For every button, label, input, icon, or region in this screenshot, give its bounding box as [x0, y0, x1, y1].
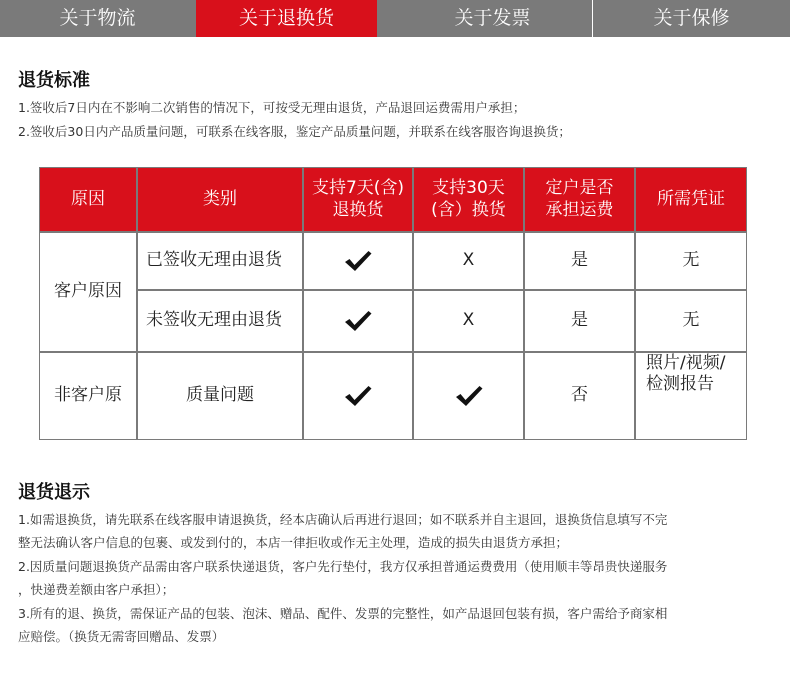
row-category: 质量问题 — [138, 353, 302, 439]
row-evidence-value: 无 — [636, 233, 746, 289]
row-freight-value: 是 — [525, 233, 634, 289]
header-7day — [304, 168, 412, 231]
row-evidence-value — [636, 353, 746, 439]
tips-line: 3.所有的退、换货，需保证产品的包装、泡沫、赠品、配件、发票的完整性，如产品退回包装有损，客户需给予商家相 — [18, 606, 668, 621]
tab-invoice[interactable]: 关于发票 — [454, 7, 531, 29]
header-category: 类别 — [138, 168, 302, 231]
check-icon — [304, 233, 412, 289]
header-evidence: 所需凭证 — [636, 168, 746, 231]
tab-logistics[interactable]: 关于物流 — [59, 7, 136, 29]
row-category: 已签收无理由退货 — [138, 233, 302, 289]
evidence-line: 照片/视频/ — [646, 353, 726, 373]
tips-line: ，快递费差额由客户承担）； — [18, 582, 175, 597]
tips-line: 2.因质量问题退换货产品需由客户联系快递退货，客户先行垫付，我方仅承担普通运费费用（使用顺丰等昂贵快递服务 — [18, 559, 668, 574]
header-7day-line: 退换货 — [332, 199, 384, 220]
row-evidence-value: 无 — [636, 291, 746, 351]
evidence-line: 检测报告 — [646, 374, 714, 395]
header-30day — [414, 168, 523, 231]
row-freight-value: 是 — [525, 291, 634, 351]
group-customer-reason: 客户原因 — [40, 233, 136, 351]
row-30day-value: X — [414, 233, 523, 289]
tab-bar — [0, 0, 790, 37]
tips-line: 应赔偿。（换货无需寄回赠品、发票） — [18, 629, 225, 644]
row-freight-value: 否 — [525, 353, 634, 439]
check-icon — [304, 353, 412, 439]
header-reason: 原因 — [40, 168, 136, 231]
header-30day-line: (含）换货 — [431, 199, 506, 220]
tab-warranty[interactable]: 关于保修 — [653, 7, 730, 29]
row-category: 未签收无理由退货 — [138, 291, 302, 351]
row-30day-value: X — [414, 291, 523, 351]
returns-table — [39, 167, 747, 440]
header-freight-line: 定户是否 — [545, 178, 614, 199]
group-non-customer-reason: 非客户原 — [40, 353, 136, 439]
tips-title: 退货退示 — [18, 482, 90, 503]
header-30day-line: 支持30天 — [432, 178, 505, 199]
tab-returns[interactable]: 关于退换货 — [196, 0, 377, 37]
tips-line: 整无法确认客户信息的包裹、或发到付的，本店一律拒收或作无主处理，造成的损失由退货方承担； — [18, 535, 569, 550]
standard-title: 退货标准 — [18, 70, 90, 91]
standard-line: 2.签收后30日内产品质量问题，可联系在线客服，鉴定产品质量问题，并联系在线客服咨询退换货； — [18, 124, 571, 139]
check-icon — [414, 353, 523, 439]
check-icon — [304, 291, 412, 351]
header-freight-line: 承担运费 — [545, 199, 614, 220]
header-7day-line: 支持7天(含) — [311, 178, 405, 199]
header-freight — [525, 168, 634, 231]
standard-line: 1.签收后7日内在不影响二次销售的情况下，可按受无理由退货，产品退回运费需用户承担； — [18, 100, 526, 115]
tips-line: 1.如需退换货，请先联系在线客服申请退换货，经本店确认后再进行退回；如不联系并自主退回，退换货信息填写不完 — [18, 512, 668, 527]
